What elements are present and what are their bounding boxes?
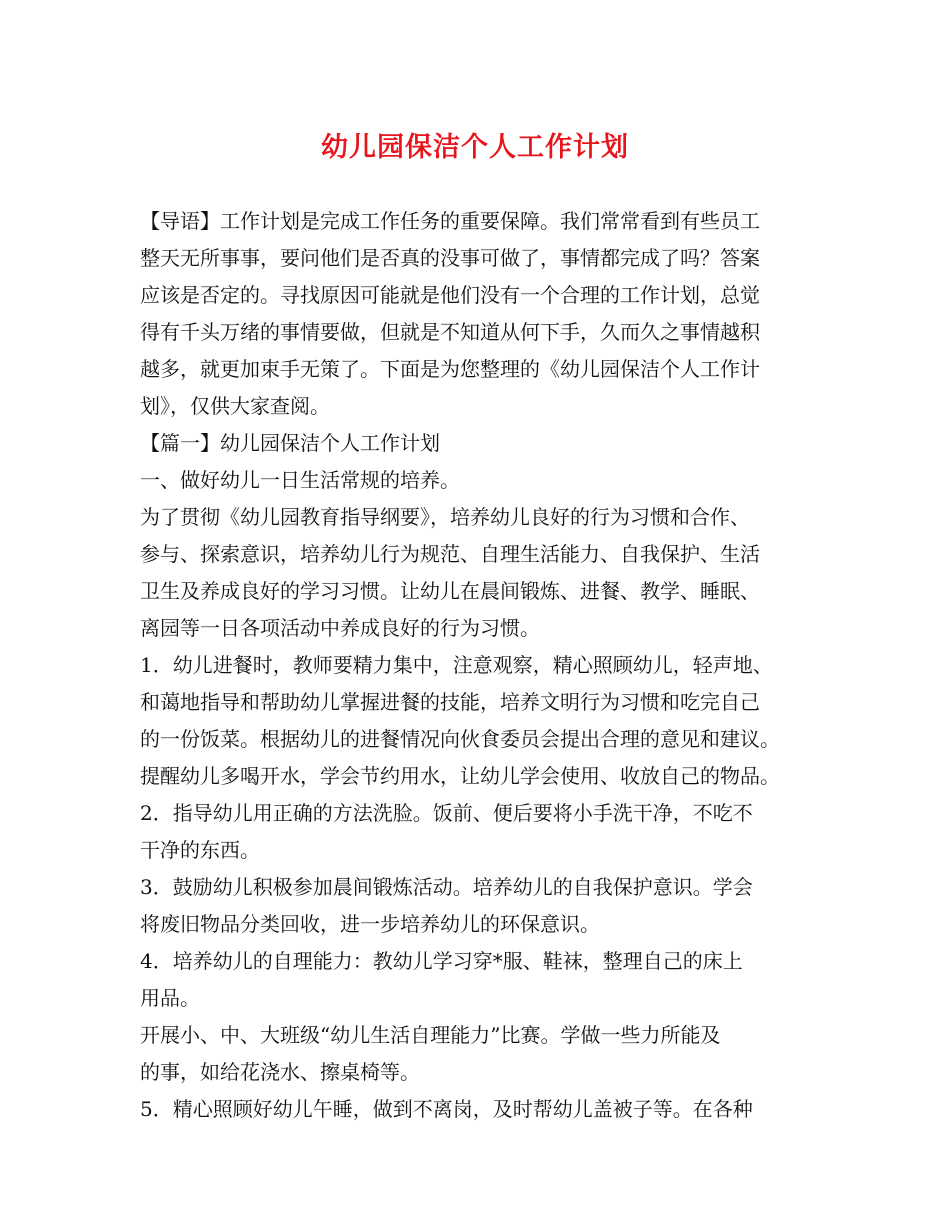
list-item: 2．指导幼儿用正确的方法洗脸。饭前、便后要将小手洗干净，不吃不 [140, 801, 753, 825]
list-item: 4．培养幼儿的自理能力：教幼儿学习穿*服、鞋袜，整理自己的床上 [140, 949, 743, 973]
text-line: 将废旧物品分类回收，进一步培养幼儿的环保意识。 [140, 912, 600, 936]
text-line: 和蔼地指导和帮助幼儿掌握进餐的技能，培养文明行为习惯和吃完自己 [140, 690, 760, 714]
section-heading: 【篇一】幼儿园保洁个人工作计划 [140, 431, 440, 455]
document-title: 幼儿园保洁个人工作计划 [321, 132, 629, 163]
text-line: 【导语】工作计划是完成工作任务的重要保障。我们常常看到有些员工 [140, 209, 760, 233]
text-line: 干净的东西。 [140, 838, 260, 862]
text-line: 应该是否定的。寻找原因可能就是他们没有一个合理的工作计划，总觉 [140, 283, 760, 307]
text-line: 的一份饭菜。根据幼儿的进餐情况向伙食委员会提出合理的意见和建议。 [140, 727, 780, 751]
text-line: 越多，就更加束手无策了。下面是为您整理的《幼儿园保洁个人工作计 [140, 357, 760, 381]
text-line: 划》，仅供大家查阅。 [140, 394, 330, 418]
text-line: 开展小、中、大班级“幼儿生活自理能力”比赛。学做一些力所能及 [140, 1023, 721, 1047]
text-line: 得有千头万绪的事情要做，但就是不知道从何下手，久而久之事情越积 [140, 320, 760, 344]
subsection-heading: 一、做好幼儿一日生活常规的培养。 [140, 468, 460, 492]
text-line: 为了贯彻《幼儿园教育指导纲要》，培养幼儿良好的行为习惯和合作、 [140, 505, 750, 529]
document-body [140, 203, 830, 1128]
text-line: 整天无所事事，要问他们是否真的没事可做了，事情都完成了吗？答案 [140, 246, 760, 270]
text-line: 的事，如给花浇水、擦桌椅等。 [140, 1060, 420, 1084]
list-item: 1．幼儿进餐时，教师要精力集中，注意观察，精心照顾幼儿，轻声地、 [140, 653, 773, 677]
text-line: 卫生及养成良好的学习习惯。让幼儿在晨间锻炼、进餐、教学、睡眠、 [140, 579, 760, 603]
text-line: 离园等一日各项活动中养成良好的行为习惯。 [140, 616, 540, 640]
text-line: 提醒幼儿多喝开水，学会节约用水，让幼儿学会使用、收放自己的物品。 [140, 764, 780, 788]
list-item: 5．精心照顾好幼儿午睡，做到不离岗，及时帮幼儿盖被子等。在各种 [140, 1097, 753, 1121]
text-line: 用品。 [140, 986, 200, 1010]
text-line: 参与、探索意识，培养幼儿行为规范、自理生活能力、自我保护、生活 [140, 542, 760, 566]
list-item: 3．鼓励幼儿积极参加晨间锻炼活动。培养幼儿的自我保护意识。学会 [140, 875, 753, 899]
